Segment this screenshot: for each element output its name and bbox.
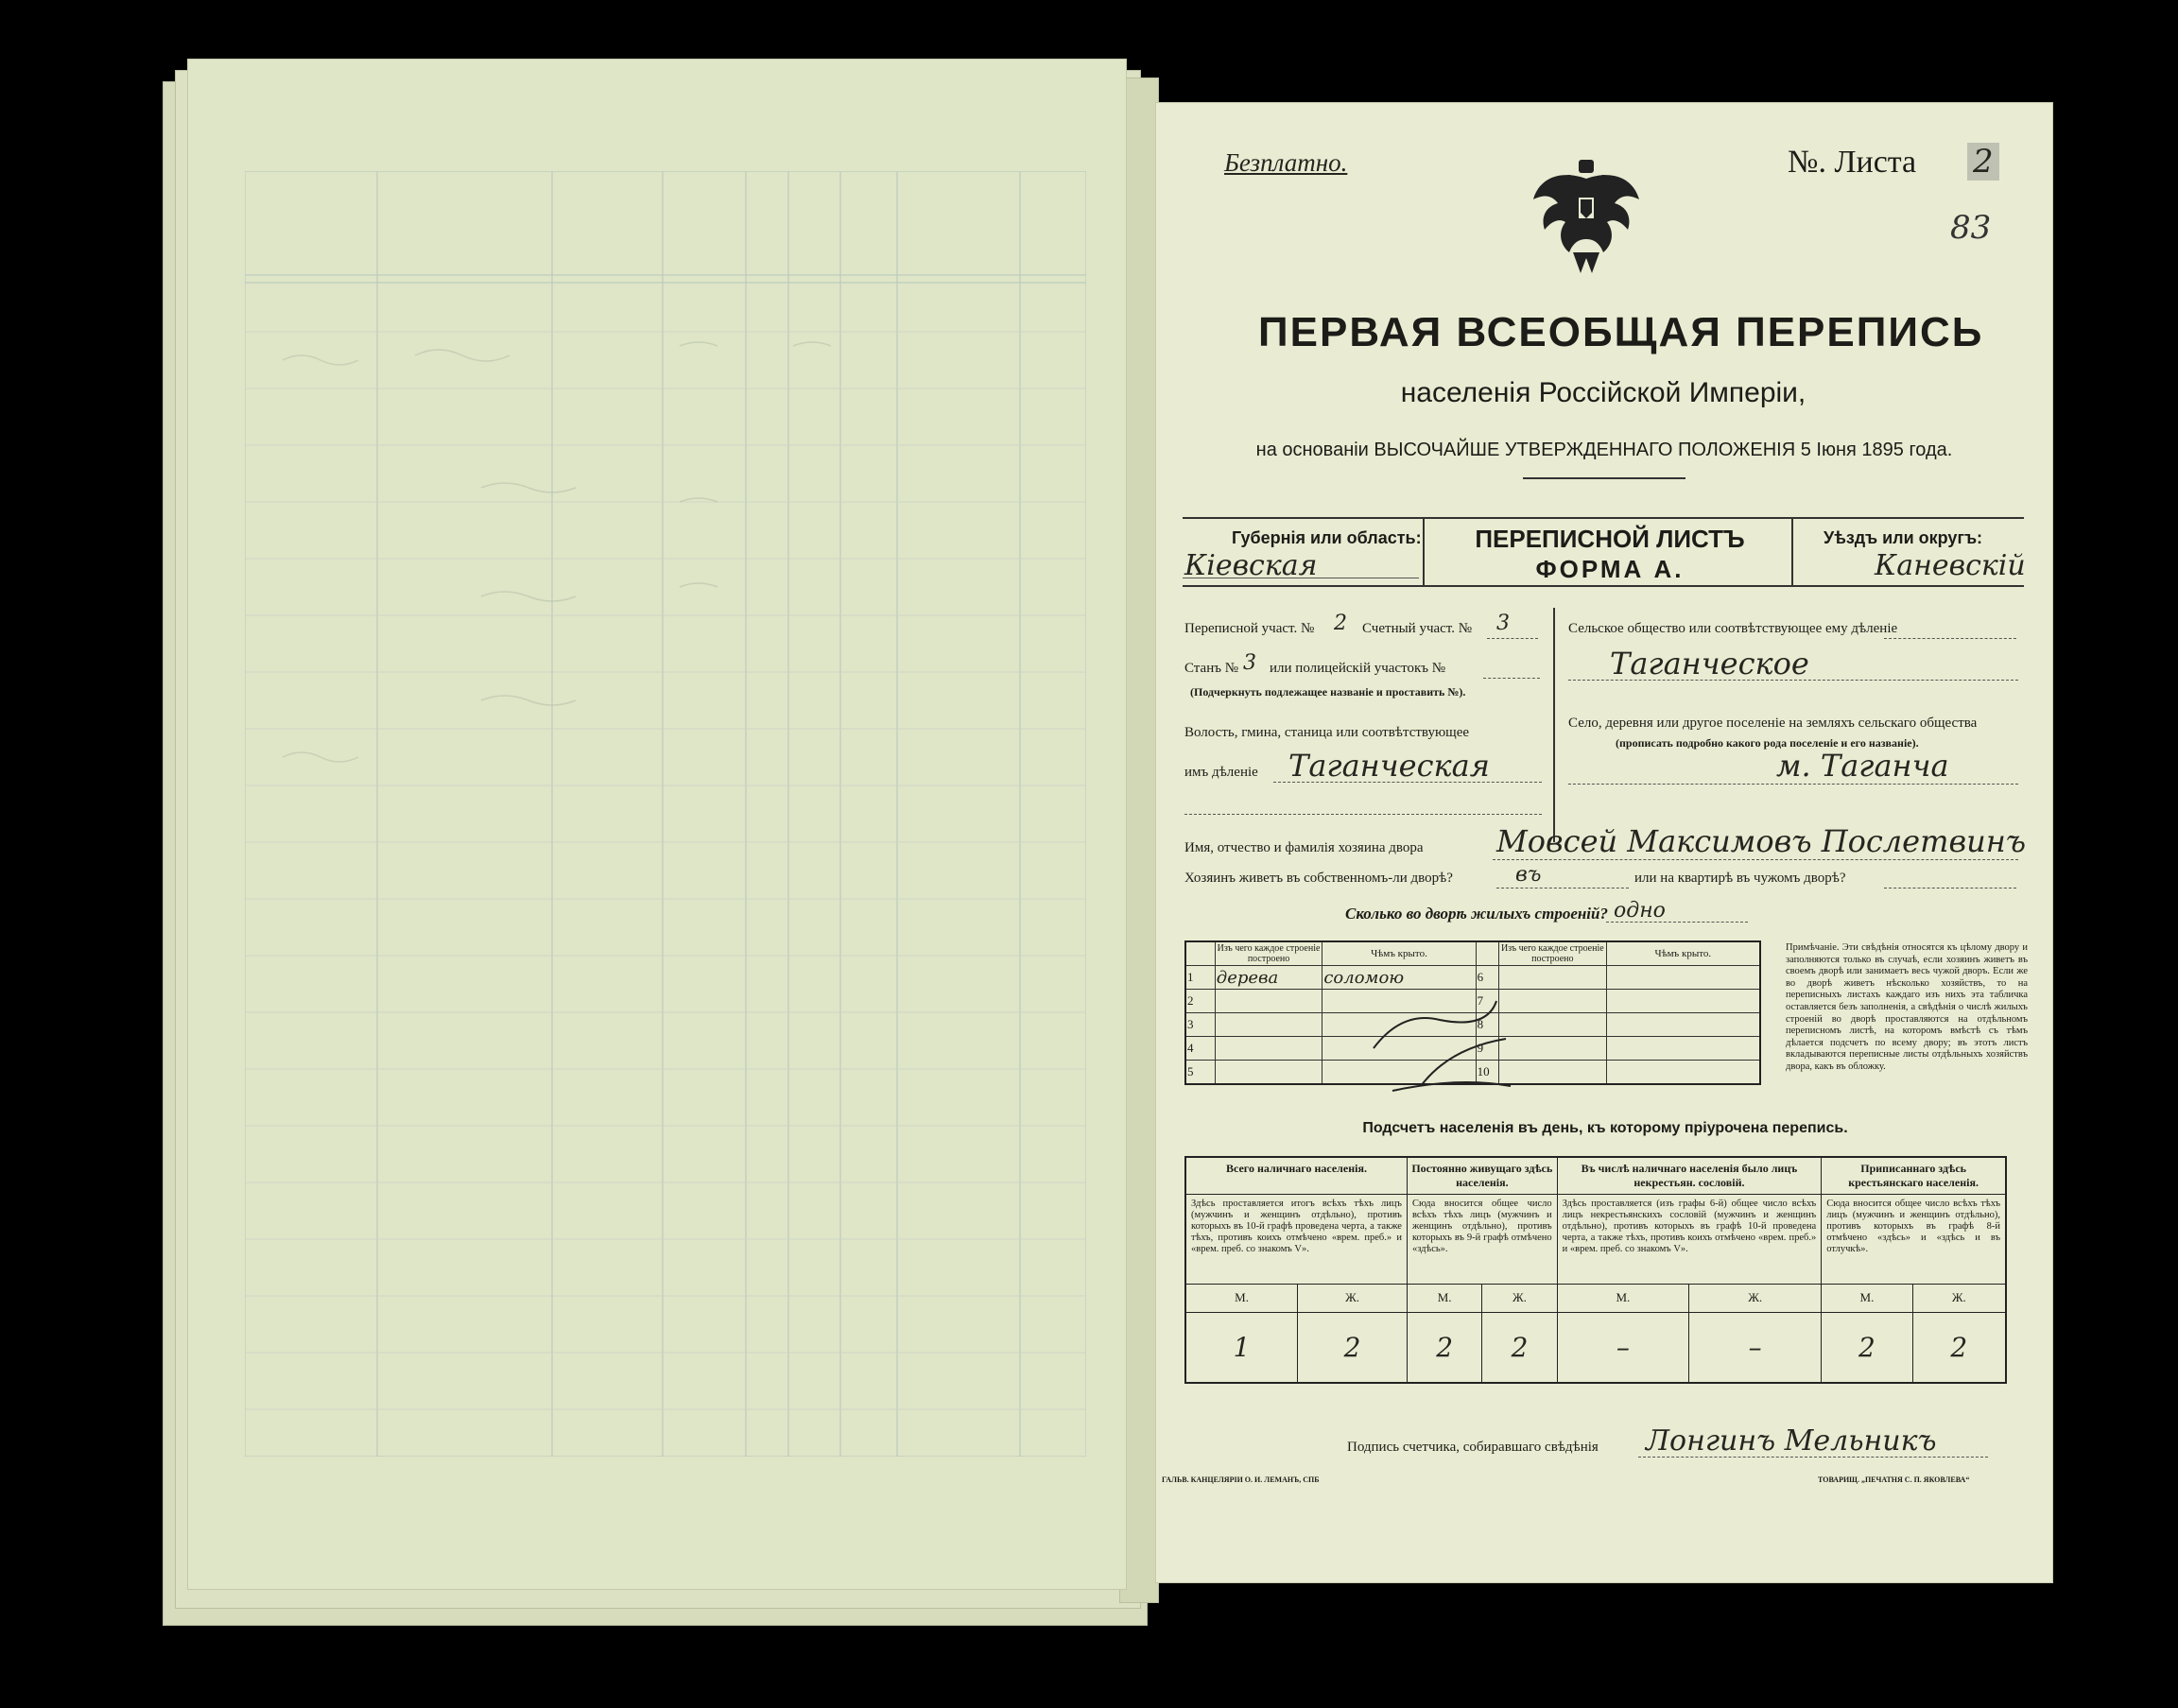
society-value: Таганческое: [1610, 646, 1809, 681]
own-yard-value: въ: [1515, 863, 1542, 887]
form-name: ФОРМА А.: [1535, 555, 1685, 583]
building-material: дерева: [1215, 966, 1322, 990]
region-box-top: [1183, 517, 2024, 519]
owner-label: Имя, отчество и фамилія хозяина двора: [1184, 840, 1424, 855]
signature-line: [1638, 1457, 1988, 1458]
owner-value: Мовсей Максимовъ Послетвинъ: [1496, 823, 2027, 859]
buildings-value: одно: [1614, 899, 1666, 923]
stan-label: Станъ №: [1184, 661, 1239, 676]
volost-value: Таганческая: [1288, 748, 1490, 784]
underline-note: (Подчеркнуть подлежащее названіе и проставить №).: [1190, 685, 1466, 699]
pop-non-peasant-m: –: [1557, 1313, 1688, 1383]
village-line: [1568, 784, 2018, 785]
left-page: [187, 59, 1127, 1590]
building-row: 2 7: [1185, 990, 1760, 1013]
pop-col-desc-permanent: Сюда вносится общее число всѣхъ тѣхъ лицъ (мужчинъ и женщинъ отдѣльно), противъ которыхъ въ 9-й графѣ отмѣчено «здѣсь».: [1407, 1195, 1557, 1285]
pop-col-title-non-peasant: Въ числѣ наличнаго населенія было лицъ некрестьян. сословій.: [1557, 1157, 1822, 1195]
census-form-page: [1155, 102, 2053, 1583]
material-header-left: Изъ чего каждое строеніе построено: [1215, 941, 1322, 966]
pop-col-title-total: Всего наличнаго населенія.: [1185, 1157, 1407, 1195]
census-district-value: 2: [1334, 612, 1347, 635]
printer-left: ГАЛЬВ. КАНЦЕЛЯРІИ О. И. ЛЕМАНЪ, СПБ: [1162, 1475, 1320, 1484]
society-line-2: [1568, 680, 2018, 681]
owner-line: [1493, 859, 2018, 860]
double-headed-eagle-emblem-icon: [1531, 160, 1641, 277]
form-title: ПЕРЕПИСНОЙ ЛИСТЪ: [1475, 525, 1745, 553]
society-label: Сельское общество или соотвѣтствующее ему дѣленіе: [1568, 621, 1898, 636]
legal-basis: на основаніи ВЫСОЧАЙШЕ УТВЕРЖДЕННАГО ПОЛОЖЕНІЯ 5 Іюня 1895 года.: [1255, 440, 1953, 460]
volost-label-2: имъ дѣленіе: [1184, 765, 1258, 780]
pop-col-desc-total: Здѣсь проставляется итогъ всѣхъ тѣхъ лицъ (мужчинъ и женщинъ отдѣльно), противъ которыхъ въ 10-й графѣ проведена черта, а также тѣхъ, противъ коихъ отмѣчено «врем. преб.» и «врем. преб. со знакомъ V».: [1185, 1195, 1407, 1285]
own-yard-line: [1496, 888, 1629, 889]
count-district-line: [1487, 638, 1538, 639]
gubernia-value: Кіевская: [1184, 549, 1318, 582]
region-box-divider-1: [1423, 517, 1425, 587]
pop-permanent-f: 2: [1482, 1313, 1557, 1383]
pop-permanent-m: 2: [1407, 1313, 1481, 1383]
pop-col-desc-registered: Сюда вносится общее число всѣхъ тѣхъ лицъ (мужчинъ и женщинъ отдѣльно), противъ которыхъ въ графѣ 8-й отмѣчено «здѣсь» и «здѣсь и въ отлучкѣ».: [1822, 1195, 2006, 1285]
crossed-out-strike-mark: [1364, 992, 1515, 1096]
pop-total-f: 2: [1298, 1313, 1408, 1383]
rent-label: или на квартирѣ въ чужомъ дворѣ?: [1634, 871, 1846, 886]
signature-label: Подпись счетчика, собиравшаго свѣдѣнія: [1347, 1440, 1599, 1455]
pop-registered-f: 2: [1912, 1313, 2006, 1383]
building-row: 1 дерева соломою 6: [1185, 966, 1760, 990]
region-box-bottom: [1183, 585, 2024, 587]
buildings-note: Примѣчаніе. Эти свѣдѣнія относятся къ цѣлому двору и заполняются только въ случаѣ, если хозяинъ живетъ въ своемъ дворѣ или занимаетъ весь чужой дворъ. Если же во дворѣ живетъ нѣсколько хозяйствъ, то на переписныхъ листахъ каждаго изъ нихъ эта табличка оставляется безъ заполненія, а свѣдѣнія о числѣ жилыхъ строеній во дворѣ проставляются на отдѣльномъ переписномъ листѣ, на которомъ вмѣстѣ съ тѣмъ дѣлается подсчетъ по всему двору; въ этотъ листъ вкладываются переписные листы отдѣльныхъ хозяйствъ двора, какъ въ обложку.: [1786, 942, 2028, 1072]
society-line: [1884, 638, 2016, 639]
region-box-divider-2: [1791, 517, 1793, 587]
signature-value: Лонгинъ Мельникъ: [1646, 1424, 1937, 1458]
population-heading: Подсчетъ населенія въ день, къ которому пріурочена перепись.: [1362, 1120, 1848, 1136]
document-subtitle: населенія Россійской Имперіи,: [1400, 377, 1806, 408]
village-label: Село, деревня или другое поселеніе на земляхъ сельскаго общества: [1568, 716, 1978, 731]
count-district-value: 3: [1496, 612, 1510, 635]
building-row: 4 9: [1185, 1037, 1760, 1061]
count-district-label: Счетный участ. №: [1362, 621, 1473, 636]
document-title: ПЕРВАЯ ВСЕОБЩАЯ ПЕРЕПИСЬ: [1258, 309, 1984, 355]
uezd-value: Каневскій: [1875, 549, 2026, 582]
roof-header-right: Чѣмъ крыто.: [1606, 941, 1760, 966]
fields-vertical-divider: [1553, 608, 1555, 842]
free-label: Безплатно.: [1224, 148, 1348, 177]
pop-non-peasant-f: –: [1689, 1313, 1822, 1383]
uezd-label: Уѣздъ или округъ:: [1824, 528, 1983, 547]
ornament-divider: [1523, 477, 1685, 479]
volost-label: Волость, гмина, станица или соотвѣтствующее: [1184, 725, 1470, 740]
archive-folio-number: 83: [1950, 209, 1992, 247]
population-table: Всего наличнаго населенія. Постоянно живущаго здѣсь населенія. Въ числѣ наличнаго населенія было лицъ некрестьян. сословій. Приписаннаго здѣсь крестьянскаго населенія. Здѣсь проставляется итогъ всѣхъ тѣхъ лицъ (мужчинъ и женщинъ отдѣльно), противъ которыхъ въ 10-й графѣ проведена черта, а также тѣхъ, противъ коихъ отмѣчено «врем. преб.» и «врем. преб. со знакомъ V». Сюда вносится общее число всѣхъ тѣхъ лицъ (мужчинъ и женщинъ отдѣльно), противъ которыхъ въ 9-й графѣ отмѣчено «здѣсь». Здѣсь проставляется (изъ графы 6-й) общее число всѣхъ лицъ некрестьянскихъ сословій (мужчинъ и женщинъ отдѣльно), противъ которыхъ въ графѣ 10-й проведена черта, а также тѣхъ, противъ коихъ отмѣчено «врем. преб.» и «врем. преб. со знакомъ V». Сюда вносится общее число всѣхъ тѣхъ лицъ (мужчинъ и женщинъ отдѣльно), противъ которыхъ въ графѣ 8-й отмѣчено «здѣсь» и «здѣсь и въ отлучкѣ». М. Ж. М. Ж. М. Ж. М. Ж. 1 2 2 2 – – 2 2: [1184, 1156, 2007, 1384]
police-label: или полицейскій участокъ №: [1270, 661, 1446, 676]
printer-right: ТОВАРИЩ. „ПЕЧАТНЯ С. П. ЯКОВЛЕВА“: [1818, 1475, 1970, 1484]
pop-col-title-registered: Приписаннаго здѣсь крестьянскаго населенія.: [1822, 1157, 2006, 1195]
buildings-label: Сколько во дворѣ жилыхъ строеній?: [1345, 905, 1608, 923]
roof-header-left: Чѣмъ крыто.: [1322, 941, 1476, 966]
rent-line: [1884, 888, 2016, 889]
material-header-right: Изъ чего каждое строеніе построено: [1499, 941, 1607, 966]
sheet-number-label: №. Листа: [1788, 145, 1917, 180]
pop-registered-m: 2: [1822, 1313, 1912, 1383]
census-district-label: Переписной участ. №: [1184, 621, 1315, 636]
volost-line-2: [1184, 814, 1542, 815]
pop-col-desc-non-peasant: Здѣсь проставляется (изъ графы 6-й) общее число всѣхъ лицъ некрестьянскихъ сословій (мужчинъ и женщинъ отдѣльно), противъ которыхъ въ графѣ 10-й проведена черта, а также тѣхъ, противъ коихъ отмѣчено «врем. преб.» и «врем. преб. со знакомъ V».: [1557, 1195, 1822, 1285]
police-line: [1483, 678, 1540, 679]
sheet-number-value: 2: [1967, 143, 1999, 181]
building-roof: соломою: [1322, 966, 1476, 990]
pop-col-title-permanent: Постоянно живущаго здѣсь населенія.: [1407, 1157, 1557, 1195]
village-value: м. Таганча: [1776, 748, 1949, 784]
own-yard-label: Хозяинъ живетъ въ собственномъ-ли дворѣ?: [1184, 871, 1453, 886]
buildings-line: [1606, 922, 1748, 923]
volost-line: [1273, 782, 1542, 783]
stan-value: 3: [1243, 651, 1256, 675]
village-note: (прописать подробно какого рода поселеніе и его названіе).: [1616, 736, 1919, 750]
pop-total-m: 1: [1185, 1313, 1298, 1383]
building-row: 5 10: [1185, 1061, 1760, 1085]
gubernia-label: Губернія или область:: [1232, 528, 1422, 547]
building-row: 3 8: [1185, 1013, 1760, 1037]
show-through-grid: [245, 171, 1086, 1457]
